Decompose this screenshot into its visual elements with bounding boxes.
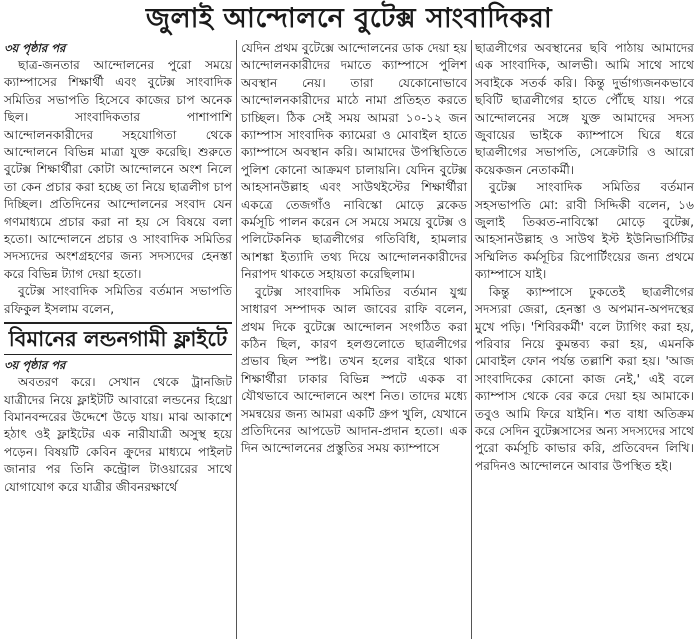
paragraph: যেদিন প্রথম বুটেক্সে আন্দোলনের ডাক দেয়া হয় আন্দোলনকারীদের দমাতে ক্যাম্পাসে পুলিশ অবস্থান নেয়। তারা যেকোনোভাবে আন্দোলনকারীদের মাঠে নামা প্রতিহত করতে চাচ্ছিল। ঠিক সেই সময় আমরা ১০-১২ জন ক্যাম্পাস সাংবাদিক ক্যামেরা ও মোবাইল হাতে ক্যাম্পাসে অবস্থান করি। আমাদের উপস্থিতিতে পুলিশ কোনো আক্রমণ চালায়নি। যেদিন বুটেক্স আহসানউল্লাহ এবং সাউথইস্টের শিক্ষার্থীরা একত্রে তেজগাঁও নাবিস্কো মোড়ে ব্লকেড কর্মসূচি পালন করেন সে সময়ে সময়ে বুটেক্স ও পলিটেকনিক ছাত্রলীগের গতিবিধি, হামলার আশঙ্কা ইত্যাদি তথ্য দিয়ে আন্দোলনকারীদের নিরাপদ থাকতে সহায়তা করেছিলাম। (241, 41, 467, 282)
headline: জুলাই আন্দোলনে বুটেক্স সাংবাদিকরা (145, 3, 553, 34)
sub-headline: বিমানের লন্ডনগামী ফ্লাইটে (4, 322, 232, 355)
continued-label: ৩য় পৃষ্ঠার পর (4, 41, 66, 55)
paragraph: বুটেক্স সাংবাদিক সমিতির বর্তমান যুগ্ম সাধারণ সম্পাদক আল জাবের রাফি বলেন, প্রথম দিকে বুটেক্সে আন্দোলন সংগঠিত করা কঠিন ছিল, কারণ হলগুলোতে ছাত্রলীগের প্রভাব ছিল স্পষ্ট। তখন হলের বাইরে থাকা শিক্ষার্থীরা ঢাকার বিভিন্ন স্পটে একক বা যৌথভাবে আন্দোলনে অংশ নিত। তাদের মধ্যে সমন্বয়ের জন্য আমরা একটি গ্রুপ খুলি, যেখানে প্রতিদিনের আপডেট আদান-প্রদান হতো। এক দিন আন্দোলনের প্রস্তুতির সময় ক্যাম্পাসে (241, 284, 467, 456)
column-2 (241, 40, 467, 641)
paragraph: ছাত্র-জনতার আন্দোলনের পুরো সময়ে ক্যাম্পাসের শিক্ষার্থী এবং বুটেক্স সাংবাদিক সমিতির সভাপতি হিসেবে কাজের চাপ অনেক ছিল। সাংবাদিকতার পাশাপাশি আন্দোলনকারীদের সহযোগিতা থেকে আন্দোলনে বিভিন্ন মাত্রা যুক্ত করেছি। শুরুতে বুটেক্স শিক্ষার্থীরা কোটা আন্দোলনে অংশ নিলে তা কেন প্রচার করা হচ্ছে তা নিয়ে ছাত্রলীগ চাপ দিচ্ছিল। প্রতিদিনের আন্দোলনের সংবাদ যেন গণমাধ্যমে প্রচার করা না হয় সে বিষয়ে বলা হতো। আন্দোলনে প্রচার ও সাংবাদিক সমিতির সদস্যদের অংশগ্রহণের জন্য সদস্যদের হেনস্তা করে বিভিন্ন ট্যাগ দেয়া হতো। (4, 58, 232, 281)
paragraph: বুটেক্স সাংবাদিক সমিতির বর্তমান সভাপতি রফিকুল ইসলাম বলেন, (4, 284, 232, 316)
continued-label: ৩য় পৃষ্ঠার পর (4, 358, 66, 373)
paragraph: বুটেক্স সাংবাদিক সমিতির বর্তমান সহসভাপতি মো: রাবী সিদ্দিকী বলেন, ১৬ জুলাই তিব্বত-নাবিস্কো মোড়ে বুটেক্স, আহসানউল্লাহ ও সাউথ ইস্ট ইউনিভার্সিটির সম্মিলিত কর্মসূচির রিপোর্টিংয়ের জন্য প্রথমে ক্যাম্পাসে যাই। (475, 180, 694, 282)
column-3 (475, 40, 694, 641)
paragraph: ছাত্রলীগের অবস্থানের ছবি পাঠায় আমাদের এক সাংবাদিক, আলভী। আমি সাথে সাথে সবাইকে সতর্ক করি। কিন্তু দুর্ভাগ্যজনকভাবে ছবিটি ছাত্রলীগের হাতে পৌঁছে যায়। পরে আন্দোলনের সঙ্গে যুক্ত আমাদের সদস্য জুবায়ের ভাইকে ক্যাম্পাসে ঘিরে ধরে ছাত্রলীগের সভাপতি, সেক্রেটারি ও আরো কয়েকজন নেতাকর্মী। (475, 41, 694, 177)
column-1 (4, 40, 232, 641)
paragraph: কিন্তু ক্যাম্পাসে ঢুকতেই ছাত্রলীগের সদস্যরা জেরা, হেনস্তা ও অপমান-অপদস্থের মুখে পড়ি। 'শিবিরকর্মী' বলে ট্যাগিং করা হয়, পরিবার নিয়ে কুমন্তব্য করা হয়, এমনকি মোবাইল ফোন পর্যন্ত তল্লাশি করা হয়। 'আজ সাংবাদিকের কোনো কাজ নেই,' এই বলে ক্যাম্পাস থেকে বের করে দেয়া হয় আমাকে। তবুও আমি ফিরে যাইনি। শত বাধা অতিক্রম করে সেদিন বুটেক্সসাসের অন্য সদস্যদের সাথে পুরো কর্মসূচি কাভার করি, প্রতিবেদন লিখি। পরদিনও আন্দোলনে আবার উপস্থিত হই। (475, 284, 694, 473)
paragraph: অবতরণ করে। সেখান থেকে ট্রানজিট যাত্রীদের নিয়ে ফ্লাইটটি আবারো লন্ডনের হিথ্রো বিমানবন্দরের উদ্দেশে উড়ে যায়। মাঝ আকাশে হঠাৎ ওই ফ্লাইটের এক নারীযাত্রী অসুস্থ হয়ে পড়েন। বিষয়টি কেবিন ক্রুদের মাধ্যমে পাইলট জানার পর তিনি কন্ট্রোল টাওয়ারের সাথে যোগাযোগ করে যাত্রীর জীবনরক্ষার্থে (4, 375, 232, 494)
column-divider (471, 40, 472, 639)
column-divider (236, 40, 237, 639)
